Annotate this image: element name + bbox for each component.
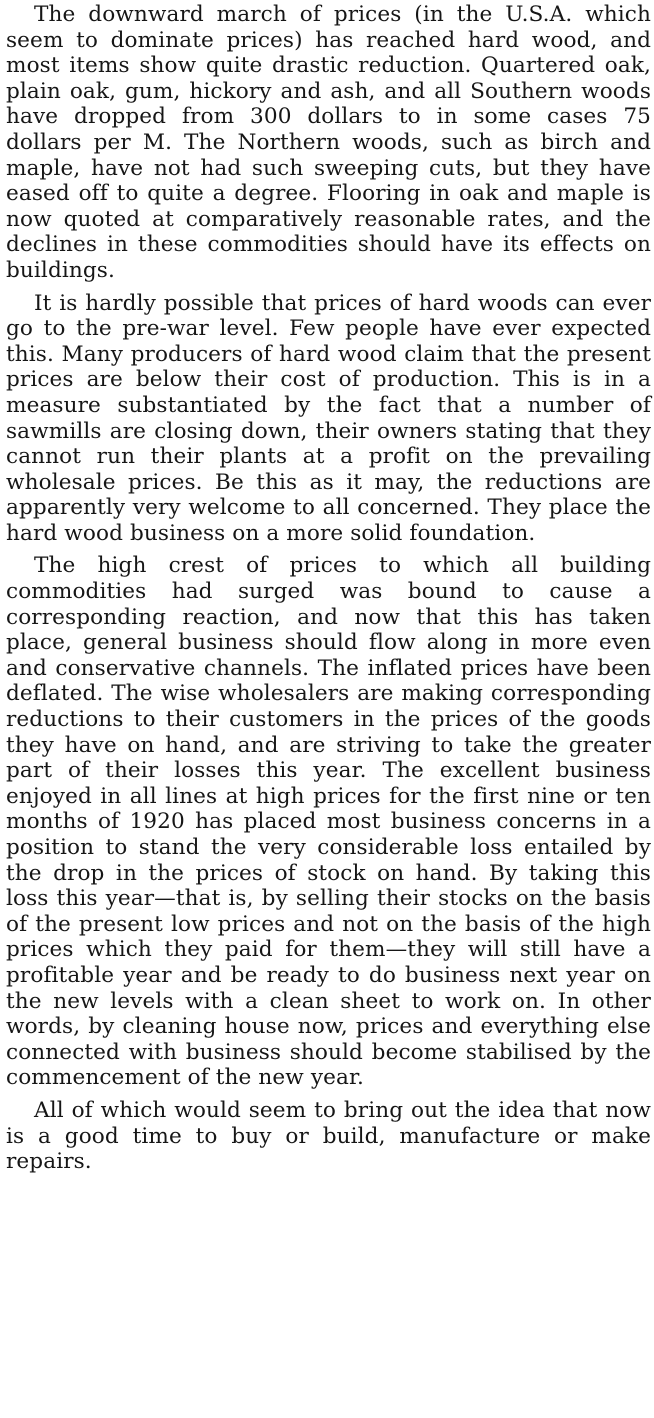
paragraph-hardwood-price-decline: The downward march of prices (in the U.S.A. which seem to dominate prices) has reached hard wood, and most items show quite drastic reduction. Quartered oak, plain oak, gum, hickory and ash, and all Southern woods have dropped from 300 dollars to in some cases 75 dollars per M. The Northern woods, such as birch and maple, have not had such sweeping cuts, but they have eased off to quite a degree. Flooring in oak and maple is now quoted at comparatively reasonable rates, and the declines in these commodities should have its effects on buildings. [6,2,651,283]
paragraph-price-reaction: The high crest of prices to which all building commodities had surged was bound to cause a corresponding reaction, and now that this has taken place, general business should flow along in more even and conservative channels. The inflated prices have been deflated. The wise wholesalers are making corresponding reductions to their customers in the prices of the goods they have on hand, and are striving to take the greater part of their losses this year. The excellent business enjoyed in all lines at high prices for the first nine or ten months of 1920 has placed most business concerns in a position to stand the very considerable loss entailed by the drop in the prices of stock on hand. By taking this loss this year—that is, by selling their stocks on the basis of the present low prices and not on the basis of the high prices which they paid for them—they will still have a profitable year and be ready to do business next year on the new levels with a clean sheet to work on. In other words, by cleaning house now, prices and everything else connected with business should become stabilised by the commencement of the new year. [6,553,651,1091]
paragraph-pre-war-level: It is hardly possible that prices of hard woods can ever go to the pre-war level. Few people have ever expected this. Many producers of hard wood claim that the present prices are below their cost of production. This is in a measure substantiated by the fact that a number of sawmills are closing down, their owners stating that they cannot run their plants at a profit on the prevailing wholesale prices. Be this as it may, the reductions are apparently very welcome to all concerned. They place the hard wood business on a more solid foundation. [6,290,651,546]
paragraph-conclusion: All of which would seem to bring out the idea that now is a good time to buy or build, manufacture or make repairs. [6,1097,651,1175]
